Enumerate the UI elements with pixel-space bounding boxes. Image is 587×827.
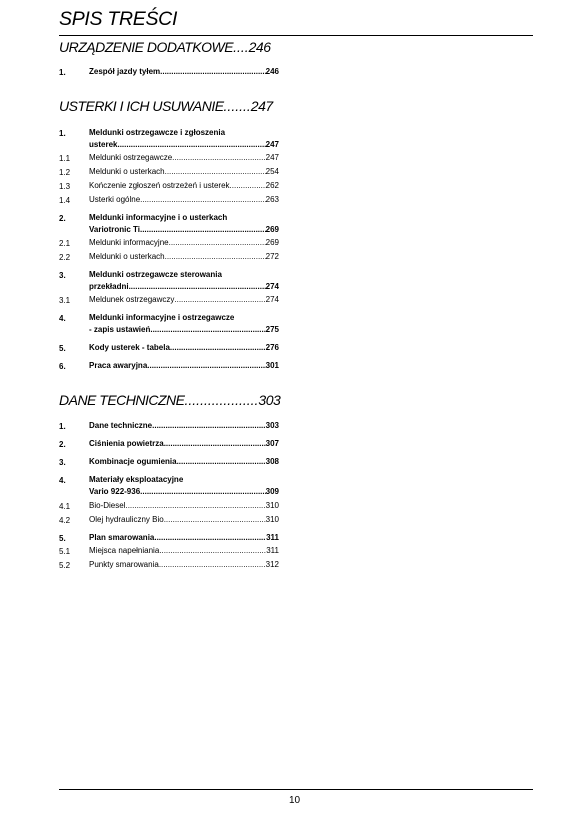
toc-entry-number: 1.1 — [59, 154, 71, 163]
page-number: 10 — [289, 795, 301, 806]
toc-entry-number: 5.1 — [59, 547, 71, 556]
toc-entry-line — [89, 66, 279, 78]
toc-entry[interactable] — [89, 514, 279, 526]
toc-leader-dots — [129, 281, 266, 293]
section-page: 246 — [248, 39, 271, 55]
section-page: 247 — [250, 98, 273, 114]
toc-entry[interactable] — [89, 342, 279, 354]
toc-leader-dots — [160, 66, 266, 78]
footer-rule — [59, 789, 533, 790]
toc-entry-title: usterek — [89, 140, 118, 149]
toc-entry-page: 309 — [265, 487, 279, 496]
toc-entry-page: 274 — [265, 295, 279, 304]
toc-entry[interactable] — [89, 152, 279, 164]
toc-entry-page: 312 — [265, 560, 279, 569]
toc-entry-line — [89, 559, 279, 571]
toc-entry-line — [89, 180, 279, 192]
section-leader-dots: ....... — [223, 98, 251, 114]
toc-entry-page: 303 — [265, 421, 279, 430]
toc-entry-number: 1.4 — [59, 196, 71, 205]
toc-leader-dots — [169, 237, 266, 249]
toc-entry-line — [89, 237, 279, 249]
toc-entry-page: 310 — [265, 515, 279, 524]
toc-entry-number: 2. — [59, 440, 66, 449]
toc-entry-title: - zapis ustawień — [89, 325, 151, 334]
toc-leader-dots — [159, 559, 266, 571]
section-heading — [59, 392, 280, 408]
toc-entry-page: 269 — [265, 238, 279, 247]
toc-entry-number: 5. — [59, 344, 66, 353]
toc-entry-number: 3. — [59, 271, 66, 280]
toc-entry-page: 246 — [265, 67, 279, 76]
toc-leader-dots — [174, 294, 265, 306]
toc-entry-title: Zespół jazdy tyłem — [89, 67, 161, 76]
toc-entry[interactable] — [89, 559, 279, 571]
toc-entry-line — [89, 251, 279, 263]
toc-entry-first-line: Materiały eksploatacyjne — [89, 475, 184, 484]
toc-entry-page: 272 — [265, 252, 279, 261]
toc-leader-dots — [230, 180, 266, 192]
toc-leader-dots — [140, 194, 266, 206]
toc-entry-first-line: Meldunki ostrzegawcze sterowania — [89, 270, 222, 279]
toc-entry-title: Olej hydrauliczny Bio — [89, 515, 164, 524]
toc-entry-page: 310 — [265, 501, 279, 510]
toc-entry-title: Variotronic Ti — [89, 225, 140, 234]
toc-entry[interactable] — [89, 166, 279, 178]
section-page: 303 — [258, 392, 281, 408]
toc-leader-dots — [164, 514, 266, 526]
toc-entry-line — [89, 420, 279, 432]
toc-entry-page: 274 — [265, 282, 279, 291]
toc-entry-title: Praca awaryjna — [89, 361, 148, 370]
toc-entry-page: 311 — [266, 546, 279, 555]
toc-entry-line — [89, 456, 279, 468]
toc-leader-dots — [140, 224, 266, 236]
toc-entry-title: Meldunki informacyjne — [89, 238, 169, 247]
toc-entry-title: Meldunek ostrzegawczy — [89, 295, 175, 304]
toc-entry-number: 3. — [59, 458, 66, 467]
toc-entry[interactable] — [89, 212, 279, 236]
toc-entry-title: Kody usterek - tabela — [89, 343, 170, 352]
toc-entry-page: 301 — [265, 361, 279, 370]
toc-entry-page: 308 — [265, 457, 279, 466]
toc-entry-title: Usterki ogólne — [89, 195, 141, 204]
toc-entry-line — [89, 324, 279, 336]
toc-entry-line — [89, 152, 279, 164]
toc-entry-page: 247 — [265, 153, 279, 162]
toc-entry-first-line: Meldunki ostrzegawcze i zgłoszenia — [89, 128, 226, 137]
toc-entry-line — [89, 224, 279, 236]
toc-entry[interactable] — [89, 237, 279, 249]
toc-entry-line — [89, 438, 279, 450]
page-title: SPIS TREŚCI — [59, 8, 178, 30]
toc-entry-number: 1. — [59, 68, 66, 77]
toc-entry[interactable] — [89, 312, 279, 336]
toc-entry-page: 311 — [266, 533, 279, 542]
toc-entry-line — [89, 294, 279, 306]
toc-entry-title: Miejsca napełniania — [89, 546, 160, 555]
toc-entry-page: 307 — [265, 439, 279, 448]
section-heading — [59, 98, 273, 114]
toc-leader-dots — [150, 324, 265, 336]
header-rule — [59, 35, 533, 36]
toc-entry-line — [89, 532, 279, 544]
toc-entry-line — [89, 360, 279, 372]
toc-leader-dots — [164, 438, 266, 450]
section-title: USTERKI I ICH USUWANIE — [59, 98, 224, 114]
toc-leader-dots — [159, 545, 266, 557]
toc-entry-page: 275 — [265, 325, 279, 334]
toc-entry-number: 5.2 — [59, 561, 71, 570]
section-leader-dots: .... — [233, 39, 249, 55]
toc-entry[interactable] — [89, 532, 279, 544]
toc-entry[interactable] — [89, 500, 279, 512]
toc-leader-dots — [154, 532, 266, 544]
toc-entry-number: 1. — [59, 129, 66, 138]
toc-entry-page: 262 — [265, 181, 279, 190]
toc-leader-dots — [152, 420, 266, 432]
toc-entry[interactable] — [89, 360, 279, 372]
toc-entry-line — [89, 194, 279, 206]
section-heading — [59, 39, 271, 55]
toc-entry[interactable] — [89, 127, 279, 151]
toc-entry-page: 247 — [265, 140, 279, 149]
toc-entry-title: Ciśnienia powietrza — [89, 439, 164, 448]
toc-entry[interactable] — [89, 251, 279, 263]
toc-entry[interactable] — [89, 438, 279, 450]
toc-entry[interactable] — [89, 269, 279, 293]
toc-entry-number: 1.3 — [59, 182, 71, 191]
toc-entry-title: Vario 922-936 — [89, 487, 141, 496]
toc-entry-page: 254 — [265, 167, 279, 176]
toc-entry-number: 4.1 — [59, 502, 71, 511]
toc-leader-dots — [165, 251, 266, 263]
toc-entry-title: Kombinacje ogumienia — [89, 457, 177, 466]
toc-leader-dots — [170, 342, 266, 354]
toc-entry-number: 4. — [59, 476, 66, 485]
toc-leader-dots — [125, 500, 265, 512]
toc-entry-number: 2.2 — [59, 253, 71, 262]
toc-leader-dots — [140, 486, 265, 498]
toc-leader-dots — [165, 166, 266, 178]
toc-entry-number: 4. — [59, 314, 66, 323]
toc-entry-first-line: Meldunki informacyjne i ostrzegawcze — [89, 313, 235, 322]
section-title: DANE TECHNICZNE — [59, 392, 185, 408]
toc-entry-number: 1. — [59, 422, 66, 431]
toc-entry[interactable] — [89, 294, 279, 306]
toc-entry-line — [89, 486, 279, 498]
toc-entry-number: 2. — [59, 214, 66, 223]
toc-entry-number: 6. — [59, 362, 66, 371]
toc-entry-title: Kończenie zgłoszeń ostrzeżeń i usterek — [89, 181, 230, 190]
toc-entry-line — [89, 500, 279, 512]
toc-entry-line — [89, 342, 279, 354]
section-title: URZĄDZENIE DODATKOWE — [59, 39, 234, 55]
toc-entry-title: Meldunki o usterkach — [89, 167, 165, 176]
toc-entry-title: przekładni — [89, 282, 129, 291]
toc-entry[interactable] — [89, 456, 279, 468]
toc-entry[interactable] — [89, 66, 279, 78]
toc-entry-line — [89, 166, 279, 178]
toc-entry-number: 5. — [59, 534, 66, 543]
toc-entry-title: Meldunki o usterkach — [89, 252, 165, 261]
toc-leader-dots — [147, 360, 265, 372]
toc-entry-number: 4.2 — [59, 516, 71, 525]
toc-entry-title: Plan smarowania — [89, 533, 155, 542]
toc-entry-line — [89, 545, 279, 557]
toc-entry-line — [89, 514, 279, 526]
toc-entry-page: 263 — [265, 195, 279, 204]
toc-entry-page: 269 — [265, 225, 279, 234]
toc-entry-title: Bio-Diesel — [89, 501, 126, 510]
toc-entry[interactable] — [89, 474, 279, 498]
section-leader-dots: ................... — [184, 392, 259, 408]
toc-entry-title: Punkty smarowania — [89, 560, 159, 569]
toc-leader-dots — [172, 152, 265, 164]
toc-entry-title: Dane techniczne — [89, 421, 153, 430]
toc-entry-number: 2.1 — [59, 239, 71, 248]
toc-entry[interactable] — [89, 420, 279, 432]
toc-entry-number: 3.1 — [59, 296, 71, 305]
toc-entry-line — [89, 139, 279, 151]
toc-leader-dots — [177, 456, 266, 468]
toc-entry[interactable] — [89, 194, 279, 206]
toc-entry-page: 276 — [265, 343, 279, 352]
toc-entry-number: 1.2 — [59, 168, 71, 177]
toc-entry-first-line: Meldunki informacyjne i o usterkach — [89, 213, 228, 222]
toc-entry-line — [89, 281, 279, 293]
toc-entry[interactable] — [89, 545, 279, 557]
toc-entry-title: Meldunki ostrzegawcze — [89, 153, 173, 162]
toc-entry[interactable] — [89, 180, 279, 192]
toc-leader-dots — [117, 139, 265, 151]
